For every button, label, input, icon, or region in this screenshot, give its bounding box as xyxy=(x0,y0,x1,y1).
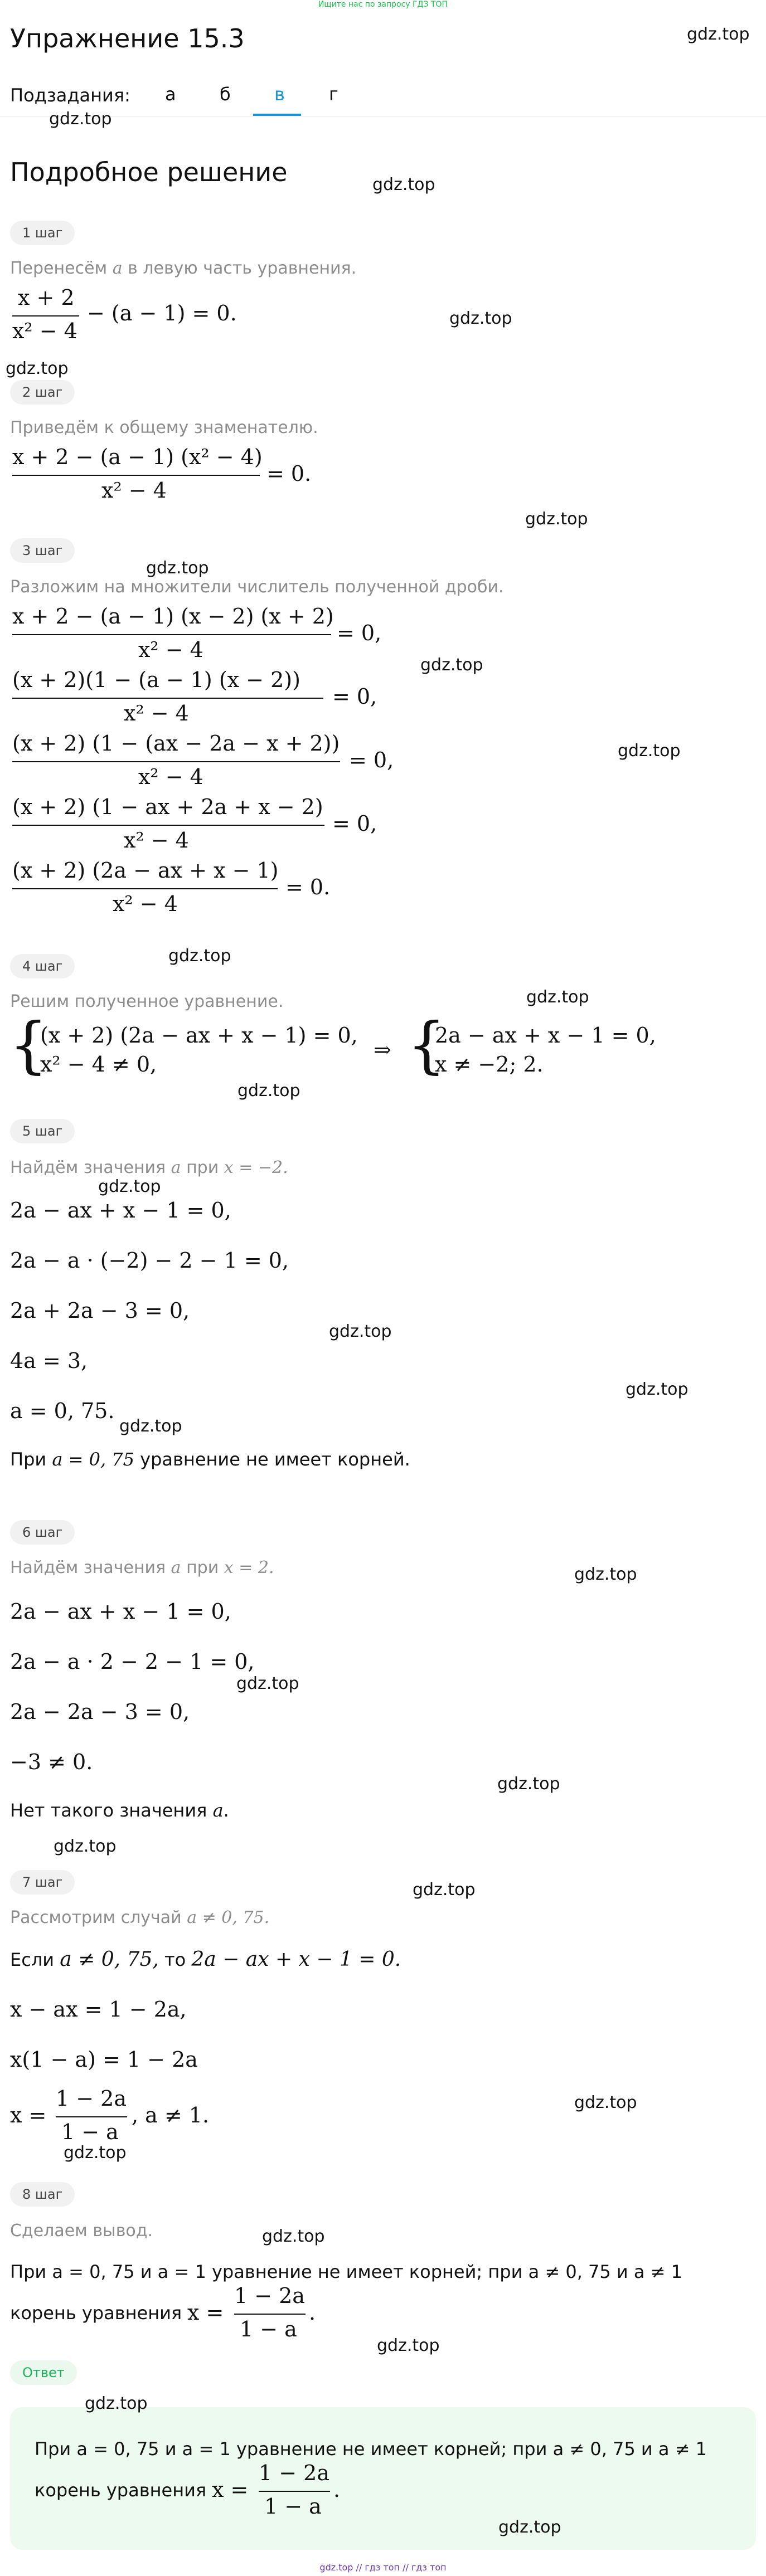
watermark: gdz.top xyxy=(6,359,69,378)
watermark: gdz.top xyxy=(449,309,512,328)
step-badge: 7 шаг xyxy=(10,1870,75,1895)
step-condition: Если a ≠ 0, 75, то 2a − ax + x − 1 = 0. xyxy=(10,1948,401,1971)
math-line: 2a − a · 2 − 2 − 1 = 0, xyxy=(10,1649,255,1674)
watermark: gdz.top xyxy=(525,509,588,529)
step-caption: Разложим на множители числитель полученной дроби. xyxy=(10,577,504,597)
system-brace: { xyxy=(9,1009,48,1080)
math-line: (x + 2) (2a − ax + x − 1) = 0, xyxy=(40,1023,358,1048)
fraction: 1 − 2a 1 − a xyxy=(259,2461,330,2519)
math-line: x = xyxy=(10,2103,47,2127)
watermark: gdz.top xyxy=(329,1322,392,1341)
watermark: gdz.top xyxy=(372,175,435,194)
fraction: (x + 2) (1 − (ax − 2a − x + 2)) x² − 4 xyxy=(12,731,340,789)
math-line: , a ≠ 1. xyxy=(132,2103,210,2127)
math-line: a = 0, 75. xyxy=(10,1399,115,1423)
implies-arrow: ⇒ xyxy=(374,1038,391,1062)
math-line: 2a − ax + x − 1 = 0, xyxy=(10,1599,231,1624)
conclusion-line: корень уравнения xyxy=(10,2302,182,2324)
watermark: gdz.top xyxy=(49,109,112,129)
watermark: gdz.top xyxy=(54,1837,117,1856)
math-line: = 0. xyxy=(285,875,331,899)
page-title: Упражнение 15.3 xyxy=(10,23,245,53)
math-line: x − ax = 1 − 2a, xyxy=(10,1997,187,2022)
watermark: gdz.top xyxy=(687,25,750,44)
math-line: x ≠ −2; 2. xyxy=(435,1052,544,1077)
step-badge: 2 шаг xyxy=(10,380,75,405)
fraction: x + 2 − (a − 1) (x − 2) (x + 2) x² − 4 xyxy=(12,604,334,662)
fraction: (x + 2) (2a − ax + x − 1) x² − 4 xyxy=(12,858,279,916)
watermark: gdz.top xyxy=(618,741,681,761)
math-line: = 0, xyxy=(337,621,382,645)
search-banner[interactable]: Ищите нас по запросу ГДЗ ТОП xyxy=(318,0,448,9)
step-conclusion: Нет такого значения a. xyxy=(10,1800,229,1821)
step-badge: 4 шаг xyxy=(10,954,75,978)
math-line: 2a − ax + x − 1 = 0, xyxy=(10,1198,231,1223)
watermark: gdz.top xyxy=(64,2143,127,2163)
watermark: gdz.top xyxy=(146,558,209,578)
fraction: (x + 2)(1 − (a − 1) (x − 2)) x² − 4 xyxy=(12,668,324,725)
watermark: gdz.top xyxy=(413,1880,476,1900)
step-caption: Перенесём a в левую часть уравнения. xyxy=(10,259,357,278)
watermark: gdz.top xyxy=(574,2093,637,2112)
math-line: x(1 − a) = 1 − 2a xyxy=(10,2047,198,2072)
math-line: . xyxy=(309,2300,316,2325)
tab-g[interactable]: г xyxy=(329,84,338,105)
step-caption: Найдём значения a при x = −2. xyxy=(10,1158,288,1177)
step-conclusion: При a = 0, 75 уравнение не имеет корней. xyxy=(10,1449,410,1470)
watermark: gdz.top xyxy=(626,1380,689,1399)
watermark: gdz.top xyxy=(574,1565,637,1584)
math-line: 4a = 3, xyxy=(10,1348,88,1373)
footer-links[interactable]: gdz.top // гдз топ // гдз топ xyxy=(319,2562,447,2573)
answer-line: При a = 0, 75 и a = 1 уравнение не имеет корней; при a ≠ 0, 75 и a ≠ 1 xyxy=(35,2438,707,2460)
watermark: gdz.top xyxy=(237,1081,300,1100)
watermark: gdz.top xyxy=(497,1774,560,1794)
math-line: 2a − ax + x − 1 = 0, xyxy=(435,1023,656,1048)
watermark: gdz.top xyxy=(98,1177,161,1196)
step-badge: 6 шаг xyxy=(10,1520,75,1545)
step-caption: Приведём к общему знаменателю. xyxy=(10,418,318,437)
solution-title: Подробное решение xyxy=(10,157,288,187)
step-badge: 8 шаг xyxy=(10,2182,75,2207)
conclusion-line: При a = 0, 75 и a = 1 уравнение не имеет корней; при a ≠ 0, 75 и a ≠ 1 xyxy=(10,2261,683,2282)
step-badge: 5 шаг xyxy=(10,1119,75,1143)
fraction: x + 2 − (a − 1) (x² − 4) x² − 4 xyxy=(12,445,263,503)
fraction: (x + 2) (1 − ax + 2a + x − 2) x² − 4 xyxy=(12,795,324,853)
tab-v[interactable]: в xyxy=(274,84,285,105)
math-line: = 0, xyxy=(332,684,377,709)
watermark: gdz.top xyxy=(262,2227,325,2246)
math-line: x = xyxy=(212,2477,249,2502)
answer-line: корень уравнения xyxy=(35,2480,207,2501)
math-line: . xyxy=(333,2477,341,2502)
subtasks-label: Подзадания: xyxy=(10,85,130,106)
watermark: gdz.top xyxy=(119,1416,182,1436)
step-badge: 3 шаг xyxy=(10,538,75,563)
watermark: gdz.top xyxy=(168,946,231,966)
system-brace: { xyxy=(407,1009,446,1080)
watermark: gdz.top xyxy=(377,2336,440,2355)
step-badge: 1 шаг xyxy=(10,221,75,245)
tab-a[interactable]: а xyxy=(165,84,176,105)
fraction: x + 2 x² − 4 xyxy=(12,285,79,343)
math-line: = 0, xyxy=(349,748,394,772)
math-line: 2a + 2a − 3 = 0, xyxy=(10,1298,190,1323)
math-line: 2a − a · (−2) − 2 − 1 = 0, xyxy=(10,1248,289,1273)
step-caption: Решим полученное уравнение. xyxy=(10,992,284,1011)
math-line: = 0. xyxy=(266,461,312,486)
tab-b[interactable]: б xyxy=(220,84,231,105)
math-line: −3 ≠ 0. xyxy=(10,1750,93,1774)
math-line: − (a − 1) = 0. xyxy=(87,301,237,325)
step-caption: Сделаем вывод. xyxy=(10,2221,153,2241)
step-caption: Рассмотрим случай a ≠ 0, 75. xyxy=(10,1908,270,1927)
watermark: gdz.top xyxy=(526,987,589,1007)
watermark: gdz.top xyxy=(420,655,483,675)
watermark: gdz.top xyxy=(85,2394,148,2413)
watermark: gdz.top xyxy=(498,2517,561,2537)
answer-badge: Ответ xyxy=(10,2360,77,2385)
fraction: 1 − 2a 1 − a xyxy=(56,2086,127,2144)
math-line: = 0, xyxy=(332,811,377,836)
fraction: 1 − 2a 1 − a xyxy=(234,2283,306,2341)
math-line: x = xyxy=(187,2300,224,2325)
math-line: x² − 4 ≠ 0, xyxy=(40,1052,157,1077)
math-line: 2a − 2a − 3 = 0, xyxy=(10,1700,190,1724)
step-caption: Найдём значения a при x = 2. xyxy=(10,1558,274,1577)
answer-box xyxy=(10,2407,756,2550)
watermark: gdz.top xyxy=(236,1674,299,1693)
